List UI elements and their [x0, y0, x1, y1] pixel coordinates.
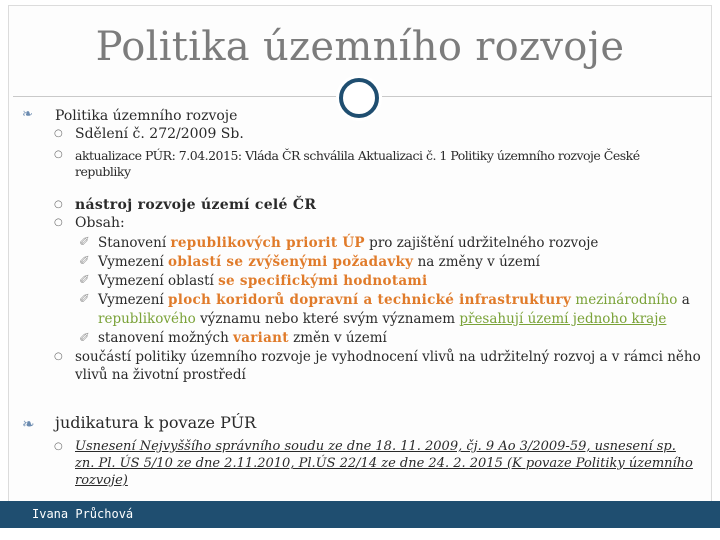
obsah-item-3	[98, 272, 427, 291]
obsah-item-1-rest: pro zajištění udržitelného rozvoje	[364, 235, 599, 251]
bullet-nastroj: nástroj rozvoje území celé ČR	[75, 197, 317, 213]
hollow-circle-icon: ○	[54, 128, 63, 139]
hollow-circle-icon: ○	[54, 149, 63, 160]
obsah-item-1	[98, 234, 598, 253]
hollow-circle-icon: ○	[54, 441, 63, 452]
bullet-aktualizace-cont: republiky	[75, 164, 131, 179]
curled-bullet-icon: ❧	[22, 415, 35, 433]
court-ruling-line-3[interactable]: rozvoje)	[75, 473, 128, 488]
obsah-item-4-national: republikového	[98, 311, 196, 327]
bullet-judikatura: judikatura k povaze PÚR	[55, 413, 257, 432]
court-ruling-line-1[interactable]: Usnesení Nejvyššího správního soudu ze dne 18. 11. 2009, čj. 9 Ao 3/2009-59, usnesení sp.	[75, 439, 676, 454]
footer-author: Ivana Průchová	[32, 507, 134, 521]
obsah-item-5-rest: změn v území	[288, 330, 387, 346]
circle-ornament-icon	[339, 78, 379, 118]
obsah-item-3-text: Vymezení oblastí	[98, 273, 219, 289]
obsah-item-1-text: Stanovení	[98, 235, 171, 251]
bullet-soucasti: součástí politiky územního rozvoje je vyhodnocení vlivů na udržitelný rozvoj a v rámci něho	[75, 349, 701, 365]
pen-arrow-icon: ✐	[79, 292, 90, 307]
obsah-item-4	[98, 291, 690, 310]
obsah-item-4-cont	[98, 310, 666, 329]
obsah-item-5-text: stanovení možných	[98, 330, 234, 346]
obsah-item-4-mid: významu nebo které svým významem	[195, 311, 460, 327]
court-ruling-line-2[interactable]: zn. Pl. ÚS 5/10 ze dne 2.11.2010, Pl.ÚS 22/14 ze dne 24. 2. 2015 (K povaze Politiky územního	[75, 456, 693, 471]
pen-arrow-icon: ✐	[79, 331, 90, 346]
obsah-item-4-highlight: ploch koridorů dopravní a technické infrastruktury	[168, 292, 572, 308]
title-rule-right	[382, 96, 712, 97]
obsah-item-3-highlight: se specifickými hodnotami	[218, 273, 428, 289]
slide-title: Politika územního rozvoje	[95, 24, 625, 70]
hollow-circle-icon: ○	[54, 199, 63, 210]
hollow-circle-icon: ○	[54, 351, 63, 362]
bullet-aktualizace: aktualizace PÚR: 7.04.2015: Vláda ČR schválila Aktualizaci č. 1 Politiky územního rozvoje České	[75, 148, 640, 163]
bullet-soucasti-cont: vlivů na životní prostředí	[75, 367, 246, 383]
obsah-item-2-text: Vymezení	[98, 254, 169, 270]
hollow-circle-icon: ○	[54, 217, 63, 228]
obsah-item-2-highlight: oblastí se zvýšenými požadavky	[168, 254, 414, 270]
obsah-item-4-text: Vymezení	[98, 292, 169, 308]
pen-arrow-icon: ✐	[79, 235, 90, 250]
obsah-item-2-rest: na změny v území	[413, 254, 540, 270]
obsah-item-5-highlight: variant	[233, 330, 289, 346]
bullet-sdeleni: Sdělení č. 272/2009 Sb.	[75, 126, 244, 142]
obsah-item-4-region: přesahují území jednoho kraje	[459, 311, 667, 327]
title-rule-left	[13, 96, 349, 97]
obsah-item-1-highlight: republikových priorit ÚP	[170, 235, 365, 251]
obsah-item-4-and: a	[677, 292, 690, 308]
bullet-obsah: Obsah:	[75, 215, 125, 231]
pen-arrow-icon: ✐	[79, 273, 90, 288]
obsah-item-5	[98, 329, 387, 348]
bullet-pur: Politika územního rozvoje	[55, 108, 238, 124]
obsah-item-4-international: mezinárodního	[575, 292, 678, 308]
curled-bullet-icon: ❧	[22, 107, 33, 122]
pen-arrow-icon: ✐	[79, 254, 90, 269]
obsah-item-2	[98, 253, 540, 272]
